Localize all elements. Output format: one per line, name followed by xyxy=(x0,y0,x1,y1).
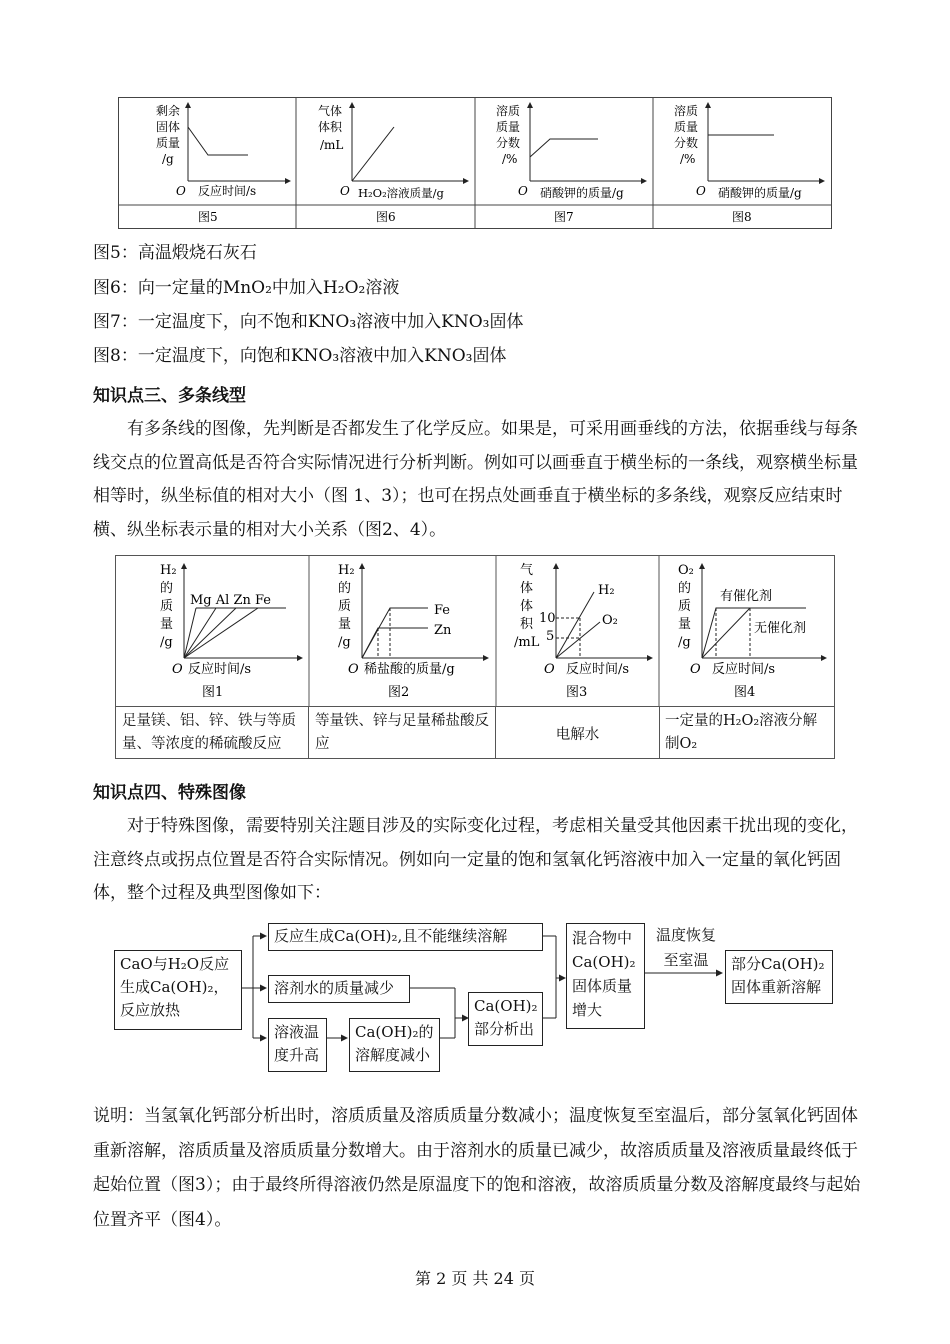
section3-heading: 知识点三、多条线型 xyxy=(93,386,246,406)
fig3-ylabel-2: 体 xyxy=(520,581,534,596)
fig7-ylabel-1: 溶质 xyxy=(496,104,521,118)
fig8-ylabel-3: 分数 xyxy=(674,136,699,150)
fig8-chart xyxy=(674,103,824,224)
fig1-line-fe xyxy=(184,608,258,658)
fig3-ylabel-3: 体 xyxy=(520,599,534,614)
fig7-note: 图7：一定温度下，向不饱和KNO₃溶液中加入KNO₃固体 xyxy=(93,312,524,332)
fig2-line-zn xyxy=(362,628,428,658)
section4-heading: 知识点四、特殊图像 xyxy=(93,783,246,803)
fig4-ylabel-5: /g xyxy=(678,635,691,650)
fig6-ylabel-1: 气体 xyxy=(318,104,343,118)
fig5-line xyxy=(188,127,248,155)
fig5-ylabel-1: 剩余 xyxy=(156,104,181,118)
fig3-tick-10: 10 xyxy=(539,611,556,626)
fig2-origin: O xyxy=(348,662,359,677)
explanation-text: 说明：当氢氧化钙部分析出时，溶质质量及溶质质量分数减小；温度恢复至室温后，部分氢氧化钙固体重新溶解，溶质质量及溶质质量分数增大。由于溶剂水的质量已减少，故溶质质量及溶液质量最终低于起始位置（图3）；由于最终所得溶液仍然是原温度下的饱和溶液，故溶质质量分数及溶解度最终与起始位置齐平（图4）。 xyxy=(93,1106,861,1230)
fig8-origin: O xyxy=(696,184,706,198)
fig5-xlabel: 反应时间/s xyxy=(198,184,257,198)
fig1-origin: O xyxy=(172,662,183,677)
fig2-chart xyxy=(338,563,488,700)
multi-figure-desc-row xyxy=(116,706,834,759)
fig5-ylabel-3: 质量 xyxy=(156,136,181,150)
fig7-ylabel-4: /% xyxy=(502,152,518,166)
fig1-caption: 图1 xyxy=(202,685,224,700)
fig3-label-h2: H₂ xyxy=(598,583,615,598)
fig5-note: 图5：高温煅烧石灰石 xyxy=(93,243,257,263)
fig5-ylabel-4: /g xyxy=(162,152,174,166)
fig5-ylabel-2: 固体 xyxy=(156,120,181,134)
fig6-ylabel-3: /mL xyxy=(320,138,344,152)
multi-figure-charts xyxy=(116,556,834,706)
fig8-ylabel-4: /% xyxy=(680,152,696,166)
fig1-xlabel: 反应时间/s xyxy=(188,662,252,677)
fig2-ylabel-3: 质 xyxy=(338,599,352,614)
fig4-xlabel: 反应时间/s xyxy=(712,662,776,677)
fig1-ylabel-4: 量 xyxy=(160,617,174,632)
fig8-ylabel-1: 溶质 xyxy=(674,104,699,118)
fig2-ylabel-4: 量 xyxy=(338,617,352,632)
fig8-xlabel: 硝酸钾的质量/g xyxy=(718,186,802,200)
fig2-ylabel-5: /g xyxy=(338,635,351,650)
fig1-line-labels: Mg Al Zn Fe xyxy=(190,593,271,608)
fig3-origin: O xyxy=(544,662,555,677)
fig7-ylabel-2: 质量 xyxy=(496,120,521,134)
fig6-origin: O xyxy=(340,184,350,198)
fig2-ylabel-2: 的 xyxy=(338,581,352,596)
fig6-ylabel-2: 体积 xyxy=(318,120,343,134)
fig3-chart xyxy=(514,563,652,700)
multi-figure-table xyxy=(115,555,835,759)
fig3-ylabel-4: 积 xyxy=(520,617,534,632)
fig3-ylabel-1: 气 xyxy=(520,563,534,578)
fig7-caption: 图7 xyxy=(554,210,574,224)
fig7-ylabel-3: 分数 xyxy=(496,136,521,150)
fig3-label-o2: O₂ xyxy=(602,613,618,628)
flow-box-react: 反应生成Ca(OH)₂,且不能继续溶解 xyxy=(268,923,543,951)
fig4-label-catalyst: 有催化剂 xyxy=(720,589,773,604)
fig3-caption: 图3 xyxy=(566,685,588,700)
fig3-desc: 电解水 xyxy=(496,707,660,759)
flow-box-mixture: 混合物中Ca(OH)₂固体质量增大 xyxy=(566,923,645,1029)
fig4-ylabel-2: 的 xyxy=(678,581,692,596)
fig1-desc: 足量镁、铝、锌、铁与等质量、等浓度的稀硫酸反应 xyxy=(116,707,309,759)
fig7-line xyxy=(530,139,598,157)
fig3-line-h2 xyxy=(556,592,594,658)
fig2-label-zn: Zn xyxy=(434,623,452,638)
fig6-xlabel: H₂O₂溶液质量/g xyxy=(358,186,444,200)
fig5-origin: O xyxy=(176,184,186,198)
fig1-line-al xyxy=(184,608,216,658)
fig2-xlabel: 稀盐酸的质量/g xyxy=(364,662,455,677)
flow-box-temp: 溶液温度升高 xyxy=(268,1018,327,1072)
fig7-origin: O xyxy=(518,184,528,198)
fig6-line xyxy=(352,127,394,181)
fig1-line-mg xyxy=(184,608,196,658)
fig6-chart xyxy=(318,103,468,224)
fig8-ylabel-2: 质量 xyxy=(674,120,699,134)
fig4-caption: 图4 xyxy=(734,685,756,700)
fig6-caption: 图6 xyxy=(376,210,396,224)
fig2-line-fe xyxy=(362,608,428,658)
fig8-note: 图8：一定温度下，向饱和KNO₃溶液中加入KNO₃固体 xyxy=(93,346,507,366)
fig4-label-nocatalyst: 无催化剂 xyxy=(754,621,807,636)
fig1-chart xyxy=(160,563,302,700)
fig4-ylabel-4: 量 xyxy=(678,617,692,632)
fig8-caption: 图8 xyxy=(732,210,752,224)
page-footer: 第 2 页 共 24 页 xyxy=(415,1269,535,1288)
flow-arrow-label: 温度恢复至室温 xyxy=(655,926,716,969)
fig1-ylabel-5: /g xyxy=(160,635,173,650)
fig7-xlabel: 硝酸钾的质量/g xyxy=(540,186,624,200)
fig5-caption: 图5 xyxy=(198,210,218,224)
flow-box-solvent: 溶剂水的质量减少 xyxy=(268,975,410,1003)
flow-box-solubility: Ca(OH)₂的溶解度减小 xyxy=(349,1018,440,1072)
fig2-label-fe: Fe xyxy=(434,603,451,618)
fig4-desc: 一定量的H₂O₂溶液分解制O₂ xyxy=(665,713,818,752)
fig2-ylabel-1: H₂ xyxy=(338,563,355,578)
fig1-ylabel-3: 质 xyxy=(160,599,174,614)
fig4-origin: O xyxy=(690,662,701,677)
flow-box-precipitate: Ca(OH)₂部分析出 xyxy=(468,992,543,1046)
fig4-ylabel-3: 质 xyxy=(678,599,692,614)
fig1-line-zn xyxy=(184,608,236,658)
fig4-chart xyxy=(678,563,826,700)
top-figure-strip xyxy=(118,97,832,229)
fig4-ylabel-1: O₂ xyxy=(678,563,694,578)
fig3-ylabel-5: /mL xyxy=(514,635,540,650)
fig2-caption: 图2 xyxy=(388,685,410,700)
fig3-xlabel: 反应时间/s xyxy=(566,662,630,677)
fig1-ylabel-1: H₂ xyxy=(160,563,177,578)
fig3-line-o2 xyxy=(556,622,600,658)
section4-paragraph: 对于特殊图像，需要特别关注题目涉及的实际变化过程，考虑相关量受其他因素干扰出现的变化，注意终点或拐点位置是否符合实际情况。例如向一定量的饱和氢氧化钙溶液中加入一定量的氧化钙固体，整个过程及典型图像如下： xyxy=(93,816,858,903)
flow-start-box: CaO与H₂O反应生成Ca(OH)₂，反应放热 xyxy=(114,950,242,1030)
fig7-chart xyxy=(496,103,646,224)
fig2-desc: 等量铁、锌与足量稀盐酸反应 xyxy=(309,707,496,759)
fig5-chart xyxy=(156,103,290,224)
section3-paragraph: 有多条线的图像，先判断是否都发生了化学反应。如果是，可采用画垂线的方法，依据垂线与每条线交点的位置高低是否符合实际情况进行分析判断。例如可以画垂直于横坐标的一条线，观察横坐标量相等时，纵坐标值的相对大小（图 1、3）；也可在拐点处画垂直于横坐标的多条线，观察反应结束时横、纵坐标表示量的相对大小关系（图2、4）。 xyxy=(93,419,858,540)
fig3-tick-5: 5 xyxy=(546,629,555,644)
flow-end-box: 部分Ca(OH)₂固体重新溶解 xyxy=(725,950,833,1004)
fig1-ylabel-2: 的 xyxy=(160,581,174,596)
fig6-note: 图6：向一定量的MnO₂中加入H₂O₂溶液 xyxy=(93,278,400,298)
